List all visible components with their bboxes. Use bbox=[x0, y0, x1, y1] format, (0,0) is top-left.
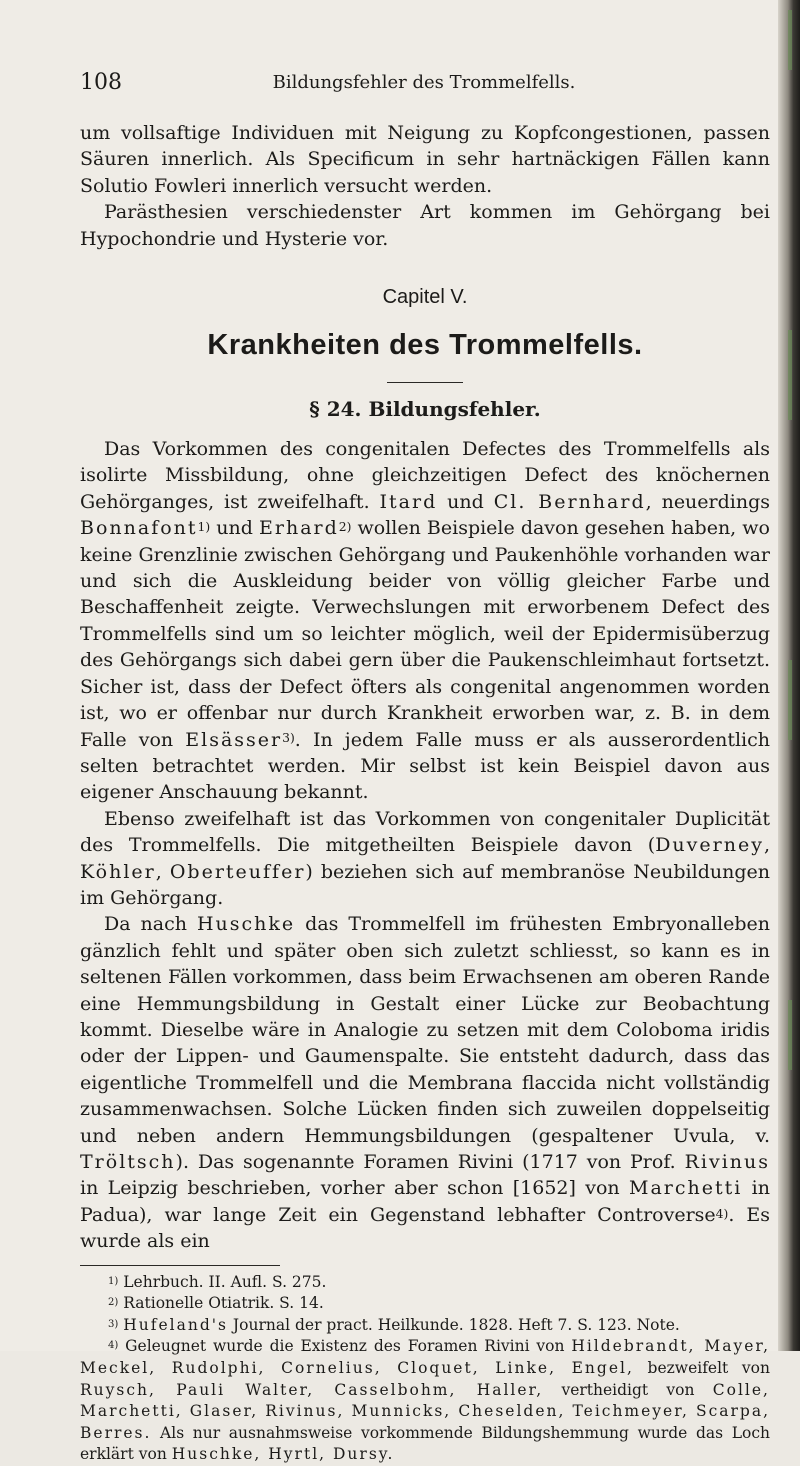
page-number: 108 bbox=[80, 70, 122, 95]
text: Das Vorkommen des congenitalen Defectes des Trommelfells als isolirte Missbildung, ohne gleichzeitigen Defect des knöchernen Gehörganges, ist zweifelhaft. bbox=[80, 438, 770, 513]
footnote-marker: 3) bbox=[108, 1318, 119, 1330]
text: ). Das sogenannte Foramen Rivini (1717 von Prof. bbox=[175, 1151, 685, 1173]
edge-stain bbox=[788, 330, 792, 420]
text: ) beziehen sich auf membranöse Neubildungen im Gehörgang. bbox=[80, 860, 770, 909]
text: und bbox=[437, 490, 494, 513]
paragraph-duplicitaet bbox=[80, 806, 770, 912]
text: Ebenso zweifelhaft ist das Vorkommen von congenitaler Duplicität des Trommelfells. Die mitgetheilten Beispiele davon ( bbox=[80, 807, 770, 857]
footnote-ref[interactable]: 4) bbox=[715, 1206, 729, 1221]
footnote-text: Als nur ausnahmsweise vorkommende Bildungshemmung wurde das Loch erklärt von bbox=[80, 1423, 770, 1464]
author-name: Rivinus bbox=[684, 1151, 770, 1173]
text: , neuerdings bbox=[645, 490, 771, 513]
text: , bbox=[155, 860, 170, 883]
section-heading: § 24. Bildungsfehler. bbox=[309, 397, 541, 422]
footnote-text: bezweifelt von bbox=[633, 1359, 770, 1377]
author-name: Köhler bbox=[80, 860, 156, 883]
footnote-marker: 1) bbox=[108, 1275, 119, 1287]
footnote-ref[interactable]: 1) bbox=[197, 520, 211, 535]
author-names: Huschke, Hyrtl, Dursy. bbox=[171, 1445, 395, 1464]
footnote-text: Journal der pract. Heilkunde. 1828. Heft 7. S. 123. Note. bbox=[228, 1315, 680, 1334]
text: , bbox=[763, 834, 770, 857]
paragraph-huschke bbox=[80, 911, 770, 1254]
page-content bbox=[80, 120, 770, 1466]
chapter-divider bbox=[387, 382, 463, 383]
text: wollen Beispiele davon gesehen haben, wo keine Grenzlinie zwischen Gehörgang und Paukenhöhle vorhanden war und sich die Auskleidung beider von völlig gleicher Farbe und Beschaffenheit zeigte. Verwechslungen mit erworbenem Defect des Trommelfells sind um so leichter möglich, weil der Epidermisüberzug des Gehörgangs sich dabei gern über die Paukenschleimhaut fortsetzt. Sicher ist, dass der Defect öfters als congenital angenommen worden ist, wo er offenbar nur durch Krankheit erworben war, z. B. in dem Falle von bbox=[80, 517, 770, 751]
paragraph-defect bbox=[80, 436, 770, 806]
footnote-text: vertheidigt von bbox=[543, 1380, 713, 1399]
text: Da nach bbox=[104, 913, 197, 936]
edge-stain bbox=[788, 10, 792, 70]
footnotes bbox=[80, 1272, 770, 1466]
author-name: Cl. Bernhard bbox=[493, 490, 646, 513]
page-binding-edge bbox=[778, 0, 800, 1351]
footnote-divider bbox=[80, 1265, 280, 1266]
paragraph-continuation: um vollsaftige Individuen mit Neigung zu Kopfcongestionen, passen Säuren innerlich. Als Specificum in sehr hartnäckigen Fällen kann Solutio Fowleri innerlich versucht werden. bbox=[80, 122, 770, 197]
chapter-title: Krankheiten des Trommelfells. bbox=[207, 329, 643, 362]
text: das Trommelfell im frühesten Embryonalleben gänzlich fehlt und später oben sich zuletzt schliesst, so kann es in seltenen Fällen vorkommen, dass beim Erwachsenen am oberen Rande eine Hemmungsbildung in Gestalt einer Lücke zur Beobachtung kommt. Dieselbe wäre in Analogie zu setzen mit dem Coloboma iridis oder der Lippen- und Gaumenspalte. Sie entsteht dadurch, dass das eigentliche Trommelfell und die Membrana flaccida nicht vollständig zusammenwachsen. Solche Lücken finden sich zuweilen doppelseitig und neben andern Hemmungsbildungen (gespaltener Uvula, v. bbox=[80, 913, 770, 1147]
footnote-text: Geleugnet wurde die Existenz des Foramen Rivini von bbox=[118, 1337, 572, 1356]
author-name: Bonnafont bbox=[80, 517, 198, 540]
author-name: Elsässer bbox=[185, 728, 283, 751]
author-name: Itard bbox=[379, 490, 438, 513]
text: in Padua), war lange Zeit ein Gegenstand lebhafter Controverse bbox=[80, 1177, 770, 1226]
author-name: Oberteuffer bbox=[169, 860, 306, 883]
author-names: Ruysch, Pauli Walter, Casselbohm, Haller, bbox=[80, 1380, 544, 1399]
footnote-3 bbox=[80, 1315, 770, 1337]
author-name: Marchetti bbox=[629, 1177, 743, 1200]
edge-stain bbox=[788, 1000, 792, 1070]
author-names: Colle, Marchetti, Glaser, Rivinus, Munnicks, Cheselden, Teichmeyer, Scarpa, Berres. bbox=[80, 1380, 770, 1442]
footnote-marker: 2) bbox=[108, 1297, 119, 1309]
author-name: Hufeland's bbox=[123, 1315, 228, 1334]
footnote-1 bbox=[80, 1272, 770, 1294]
author-names: Hildebrandt, Mayer, Meckel, Rudolphi, Cornelius, Cloquet, Linke, Engel, bbox=[80, 1337, 771, 1377]
author-name: Erhard bbox=[259, 517, 339, 540]
author-name: Huschke bbox=[196, 913, 296, 936]
footnote-2 bbox=[80, 1293, 770, 1315]
running-head: Bildungsfehler des Trommelfells. bbox=[272, 72, 576, 93]
author-name: Duverney bbox=[655, 834, 764, 857]
chapter-label: Capitel V. bbox=[382, 286, 468, 309]
text: . In jedem Falle muss er als ausserordentlich selten betrachtet werden. Mir selbst ist kein Beispiel davon aus eigener Anschauung bekannt. bbox=[80, 728, 771, 804]
footnote-text: Lehrbuch. II. Aufl. S. 275. bbox=[118, 1272, 327, 1291]
paragraph-paraesthesien: Parästhesien verschiedenster Art kommen im Gehörgang bei Hypochondrie und Hysterie vor. bbox=[80, 201, 770, 250]
text: . Es wurde als ein bbox=[80, 1203, 771, 1253]
footnote-ref[interactable]: 3) bbox=[282, 731, 295, 746]
text: in Leipzig beschrieben, vorher aber schon [1652] von bbox=[80, 1177, 629, 1200]
author-name: Tröltsch bbox=[80, 1151, 176, 1173]
footnote-marker: 4) bbox=[108, 1340, 119, 1352]
page-header bbox=[80, 70, 768, 100]
edge-stain bbox=[788, 660, 792, 740]
footnote-4 bbox=[80, 1336, 770, 1466]
text: und bbox=[210, 517, 259, 540]
footnote-ref[interactable]: 2) bbox=[338, 520, 352, 535]
footnote-text: Rationelle Otiatrik. S. 14. bbox=[118, 1294, 324, 1313]
